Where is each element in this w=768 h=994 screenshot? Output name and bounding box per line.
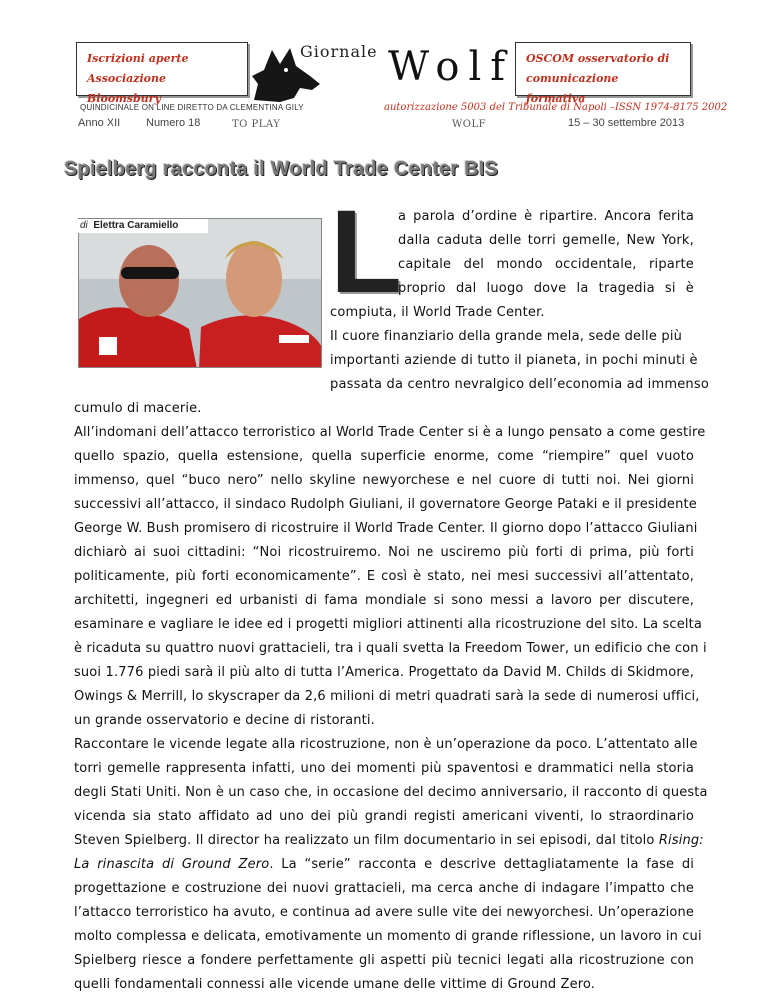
- right-box-line-2: comunicazione formativa: [526, 72, 619, 105]
- p3-line: torri gemelle rappresenta infatti, uno dei momenti più spaventosi e drammatici nella storia: [74, 761, 694, 776]
- film-title-a: Rising:: [658, 833, 704, 848]
- p3-line: quelli fondamentali connessi alle vicende umane delle vittime di Ground Zero.: [74, 977, 596, 992]
- text-line: passata da centro nevralgico dell’economia ad immenso: [330, 377, 709, 392]
- p3-line: vicenda sia stato affidato ad uno dei più grandi registi americani viventi, lo straordinario: [74, 809, 694, 824]
- wolf-label: WOLF: [452, 119, 487, 130]
- photo-caption: [78, 219, 208, 233]
- p2-line: All’indomani dell’attacco terroristico al World Trade Center si è a lungo pensato a come gestire: [74, 425, 706, 440]
- text-line: importanti aziende di tutto il pianeta, in pochi minuti è: [330, 353, 698, 368]
- header-right-box: [515, 42, 691, 105]
- p3-line-text: . La “serie” racconta e descrive dettagliatamente la fase di: [269, 857, 695, 872]
- p3-line-text: Steven Spielberg. Il director ha realizzato un film documentario in sei episodi, dal titolo: [74, 833, 655, 848]
- intro-line: proprio dal luogo dove la tragedia si è: [398, 281, 694, 296]
- byline-prefix: di: [80, 220, 88, 231]
- p2-line: Owings & Merrill, lo skyscraper da 2,6 milioni di metri quadrati sarà la sede di numerosi uffici,: [74, 689, 700, 704]
- intro-line: capitale del mondo occidentale, riparte: [398, 257, 694, 272]
- logo-giornale: Giornale: [300, 42, 378, 61]
- numero: Numero 18: [146, 117, 201, 129]
- p2-line: politicamente, più forti economicamente”. E così è stato, nei mesi successivi all’attentato,: [74, 569, 694, 584]
- drop-cap: L: [330, 186, 403, 318]
- article-photo: [78, 218, 322, 368]
- text-line: Il cuore finanziario della grande mela, sede delle più: [330, 329, 683, 344]
- quindicinale-line: QUINDICINALE ON LINE DIRETTO DA CLEMENTINA GILY: [80, 103, 304, 112]
- p3-line-with-title: [74, 853, 694, 877]
- article-title: Spielberg racconta il World Trade Center BIS: [64, 158, 499, 180]
- p3-line: degli Stati Uniti. Non è un caso che, in occasione del decimo anniversario, il racconto di questa: [74, 785, 708, 800]
- p2-line: dichiarò ai suoi cittadini: “Noi ricostruiremo. Noi ne usciremo più forti di prima, più forti: [74, 545, 694, 560]
- p2-line: un grande osservatorio e decine di ristoranti.: [74, 713, 375, 728]
- intro-line: dalla caduta delle torri gemelle, New York,: [398, 233, 694, 248]
- intro-lines: [398, 205, 694, 301]
- p2-line: suoi 1.776 piedi sarà il più alto di tutta l’America. Progettato da David M. Childs di Skidmore,: [74, 665, 694, 680]
- header-left-box: [76, 42, 248, 105]
- p2-line: George W. Bush promisero di ricostruire il World Trade Center. Il giorno dopo l’attacco Giuliani: [74, 521, 698, 536]
- p3-line: l’attacco terroristico ha avuto, e continua ad avere sulle vite dei newyorchesi. Un’operazione: [74, 905, 694, 920]
- p3-line: Spielberg riesce a fondere perfettamente gli aspetti più tecnici legati alla ricostruzione con: [74, 953, 694, 968]
- rubrica: TO PLAY: [232, 119, 281, 130]
- author-name: Elettra Caramiello: [93, 220, 179, 231]
- autorizzazione-line: autorizzazione 5003 del Tribunale di Napoli –ISSN 1974-8175 2002: [384, 102, 728, 113]
- p2-line: architetti, ingegneri ed urbanisti di fama mondiale si sono messi a lavoro per discutere,: [74, 593, 694, 608]
- issue-date: 15 – 30 settembre 2013: [568, 117, 685, 129]
- p3-line: molto complessa e delicata, emotivamente un momento di grande riflessione, un lavoro in cui: [74, 929, 702, 944]
- text-line: compiuta, il World Trade Center.: [330, 305, 545, 320]
- p2-line: successivi all’attacco, il sindaco Rudolph Giuliani, il governatore George Pataki e il presidente: [74, 497, 697, 512]
- article-body: [74, 397, 708, 994]
- p2-line: quello spazio, quella estensione, quella superficie enorme, come “riempire” quel vuoto: [74, 449, 694, 464]
- left-box-line-1: Iscrizioni aperte: [87, 52, 189, 65]
- intro-line: a parola d’ordine è ripartire. Ancora ferita: [398, 209, 694, 224]
- p3-line: Raccontare le vicende legate alla ricostruzione, non è un’operazione da poco. L’attentato alle: [74, 737, 698, 752]
- anno: Anno XII: [78, 117, 121, 129]
- logo-wolf: Wolf: [388, 44, 515, 90]
- p1-end: cumulo di macerie.: [74, 401, 202, 416]
- p2-line: immenso, quel “buco nero” nello skyline newyorchese e nel cuore di tutti noi. Nei giorni: [74, 473, 694, 488]
- p2-line: è ricaduta su quattro nuovi grattacieli, tra i quali svetta la Freedom Tower, un edificio che con i: [74, 641, 707, 656]
- p2-line: esaminare e vagliare le idee ed i progetti migliori attinenti alla ricostruzione del sito. La scelta: [74, 617, 702, 632]
- right-box-line-1: OSCOM osservatorio di: [526, 52, 670, 65]
- p3-line: progettazione e costruzione dei nuovi grattacieli, ma cerca anche di indagare l’impatto che: [74, 881, 694, 896]
- p3-line-with-title: [74, 829, 704, 853]
- photo-illustration: [79, 219, 322, 368]
- lines-after-dropcap: [330, 301, 709, 397]
- left-box-line-2: Associazione Bloomsbury: [87, 72, 167, 105]
- film-title-b: La rinascita di Ground Zero: [74, 857, 270, 872]
